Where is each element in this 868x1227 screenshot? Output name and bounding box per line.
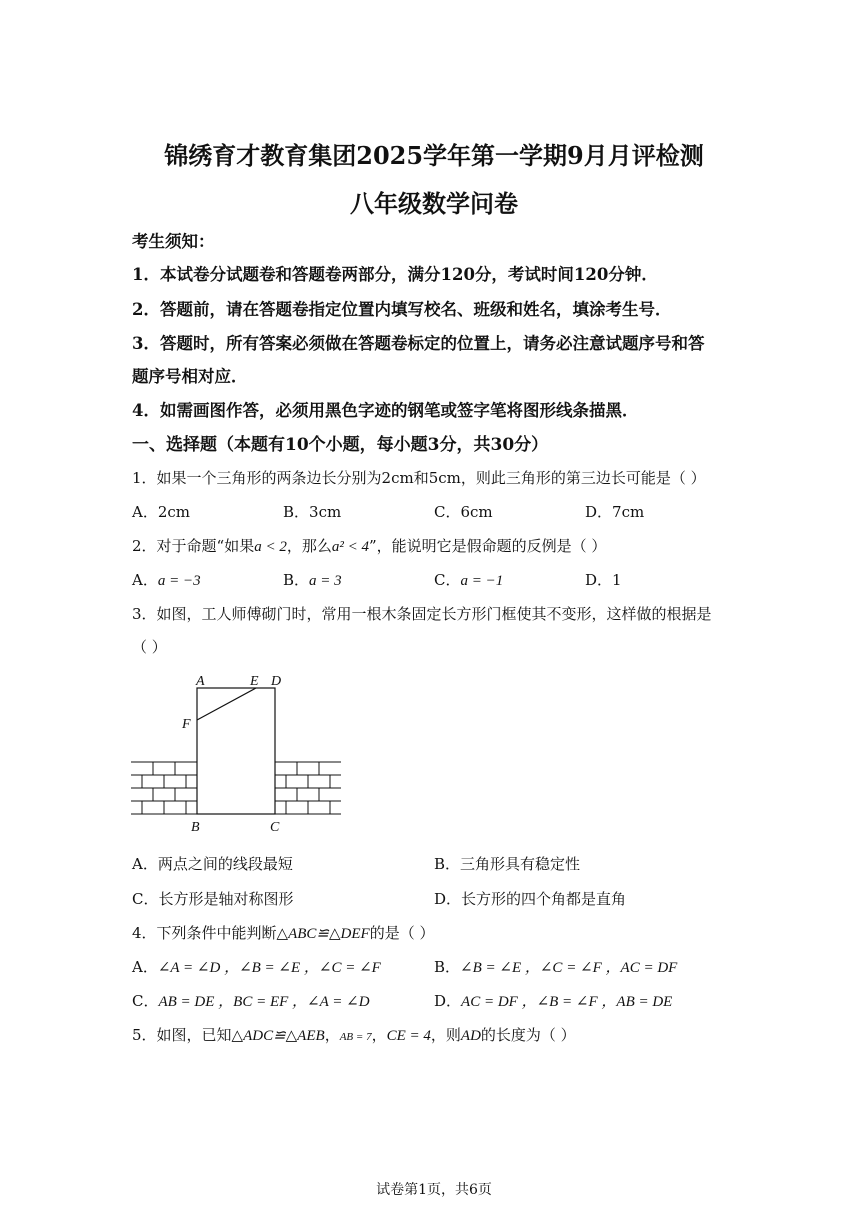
brace-ef (197, 688, 256, 720)
notice-item-4: 4．如需画图作答，必须用黑色字迹的钢笔或签字笔将图形线条描黑． (132, 401, 639, 420)
notice-item-2: 2．答题前，请在答题卷指定位置内填写校名、班级和姓名，填涂考生号． (132, 300, 672, 319)
q4-option-b: B．∠B = ∠E ，∠C = ∠F ，AC = DF (434, 958, 678, 976)
label-b: B (191, 820, 200, 835)
right-brick-wall (275, 762, 341, 814)
door-frame-figure (128, 668, 348, 838)
label-f: F (182, 717, 191, 732)
question-4-stem: 4．下列条件中能判断△ABC≌△DEF的是（ ） (132, 924, 435, 942)
exam-title: 锦绣育才教育集团2025学年第一学期9月月评检测 (164, 141, 704, 170)
page-footer: 试卷第1页，共6页 (376, 1182, 492, 1198)
q3-option-d: D．长方形的四个角都是直角 (434, 890, 627, 908)
question-3-stem: 3．如图，工人师傅砌门时，常用一根木条固定长方形门框使其不变形，这样做的根据是 (132, 605, 712, 623)
left-brick-wall (131, 762, 197, 814)
notice-item-3-cont: 题序号相对应． (132, 367, 248, 386)
label-c: C (270, 820, 280, 835)
notice-heading: 考生须知： (132, 232, 215, 251)
question-3-paren: （ ） (132, 638, 167, 656)
section-heading: 一、选择题（本题有10个小题，每小题3分，共30分） (132, 435, 549, 455)
label-d: D (271, 674, 282, 689)
q2-option-d: D．1 (585, 571, 622, 589)
door-frame (197, 688, 275, 814)
exam-subtitle: 八年级数学问卷 (350, 189, 518, 218)
question-1-stem: 1．如果一个三角形的两条边长分别为2cm和5cm，则此三角形的第三边长可能是（ ） (132, 469, 706, 487)
label-e: E (250, 674, 259, 689)
q3-option-b: B．三角形具有稳定性 (434, 855, 581, 873)
q1-option-c: C．6cm (434, 503, 493, 521)
q2-option-a: A．a = −3 (132, 571, 201, 589)
question-5-stem: 5．如图，已知△ADC≌△AEB，AB = 7，CE = 4，则AD的长度为（ ） (132, 1026, 576, 1044)
q4-option-d: D．AC = DF ，∠B = ∠F ，AB = DE (434, 992, 673, 1010)
notice-item-1: 1．本试卷分试题卷和答题卷两部分，满分120分，考试时间120分钟． (132, 265, 658, 284)
label-a: A (196, 674, 205, 689)
q3-option-c: C．长方形是轴对称图形 (132, 890, 294, 908)
q4-option-a: A．∠A = ∠D ，∠B = ∠E ，∠C = ∠F (132, 958, 381, 976)
q2-option-b: B．a = 3 (283, 571, 342, 589)
q4-option-c: C．AB = DE ，BC = EF ，∠A = ∠D (132, 992, 370, 1010)
q3-option-a: A．两点之间的线段最短 (132, 855, 293, 873)
q1-option-d: D．7cm (585, 503, 645, 521)
q1-option-b: B．3cm (283, 503, 342, 521)
q1-option-a: A．2cm (132, 503, 191, 521)
q2-option-c: C．a = −1 (434, 571, 504, 589)
question-2-stem: 2．对于命题“如果a < 2，那么a² < 4”，能说明它是假命题的反例是（ ） (132, 537, 607, 555)
notice-item-3: 3．答题时，所有答案必须做在答题卷标定的位置上，请务必注意试题序号和答 (132, 334, 705, 353)
